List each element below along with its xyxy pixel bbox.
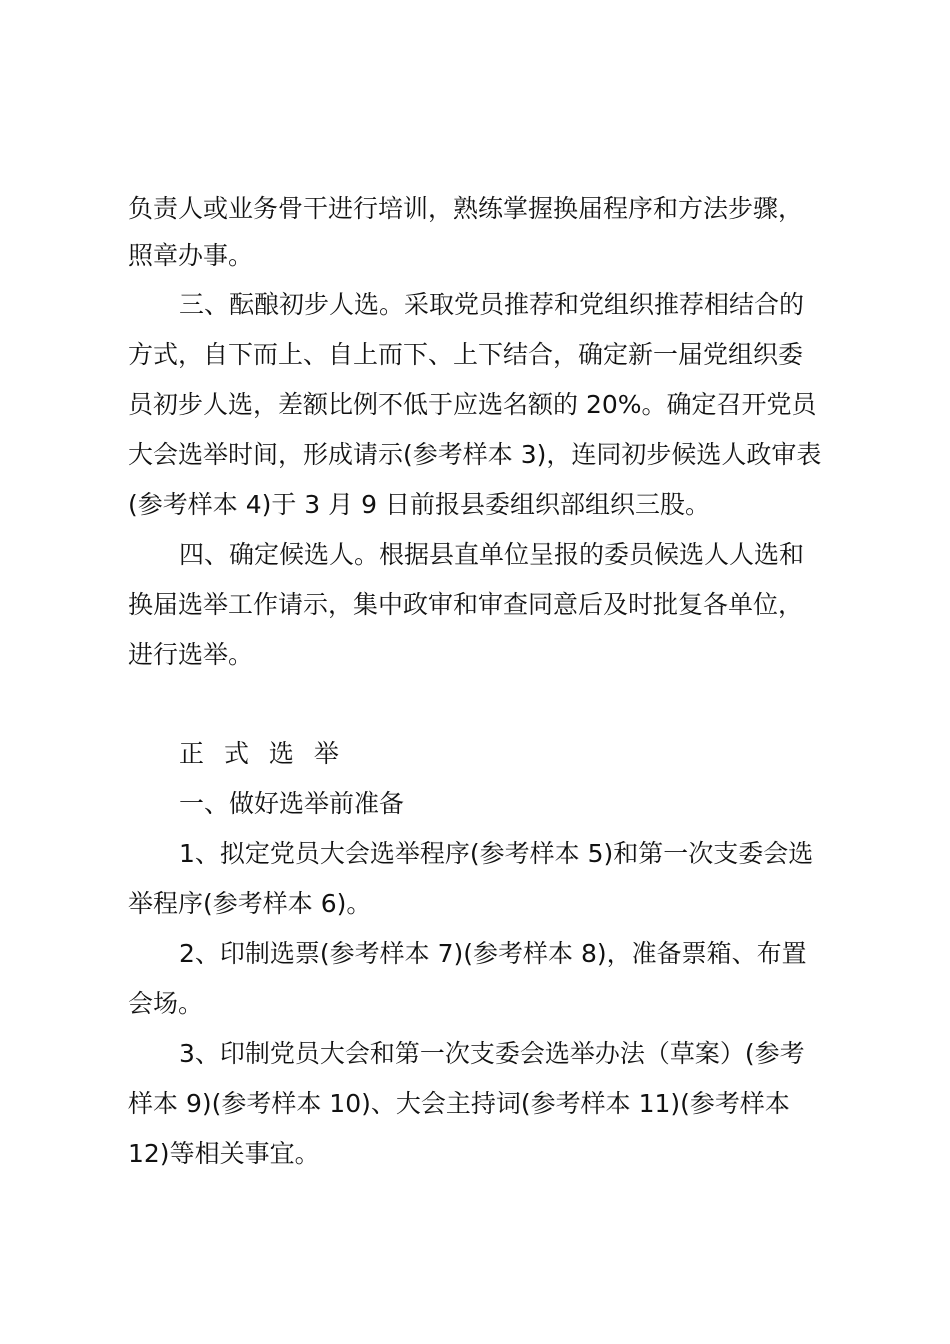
text-line: 员初步人选，差额比例不低于应选名额的 20%。确定召开党员 [128,390,817,419]
text-line: 换届选举工作请示，集中政审和审查同意后及时批复各单位， [128,590,804,619]
text-line: 举程序(参考样本 6)。 [128,889,372,918]
text-line: 3、印制党员大会和第一次支委会选举办法（草案）(参考 [179,1039,805,1068]
text-line: 会场。 [128,989,204,1018]
text-line: 负责人或业务骨干进行培训，熟练掌握换届程序和方法步骤， [128,194,804,223]
text-line: 12)等相关事宜。 [128,1139,320,1168]
text-line: 四、确定候选人。根据县直单位呈报的委员候选人人选和 [179,540,805,569]
text-line: 1、拟定党员大会选举程序(参考样本 5)和第一次支委会选 [179,839,814,868]
text-line: 照章办事。 [128,241,254,270]
text-line: 大会选举时间，形成请示(参考样本 3)，连同初步候选人政审表 [128,440,822,469]
text-line: (参考样本 4)于 3 月 9 日前报县委组织部组织三股。 [128,490,710,519]
text-line: 三、酝酿初步人选。采取党员推荐和党组织推荐相结合的 [179,290,805,319]
text-line: 样本 9)(参考样本 10)、大会主持词(参考样本 11)(参考样本 [128,1089,790,1118]
subheading: 一、做好选举前准备 [179,789,405,818]
section-title: 正 式 选 举 [179,739,345,768]
text-line: 进行选举。 [128,640,254,669]
text-line: 2、印制选票(参考样本 7)(参考样本 8)，准备票箱、布置 [179,939,807,968]
text-line: 方式，自下而上、自上而下、上下结合，确定新一届党组织委 [128,340,804,369]
